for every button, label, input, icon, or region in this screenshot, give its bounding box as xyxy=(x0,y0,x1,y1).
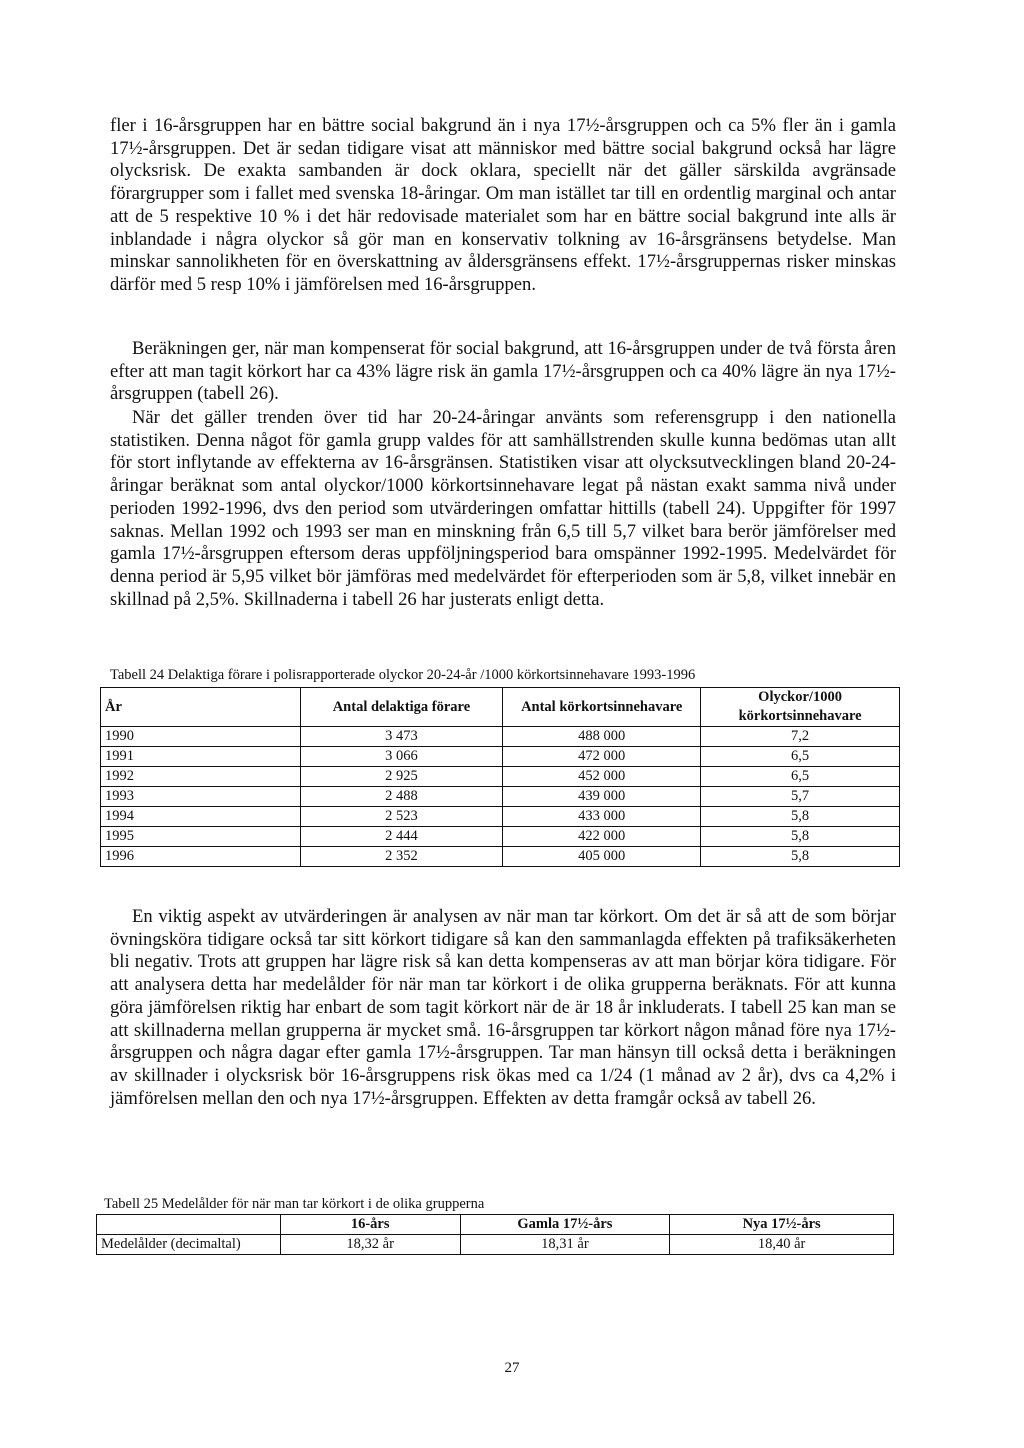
table25-cell-new-17-5: 18,40 år xyxy=(670,1235,894,1255)
table-row xyxy=(101,767,900,787)
table-row xyxy=(101,727,900,747)
table24-cell-holders: 422 000 xyxy=(503,827,701,847)
table24-cell-rate: 5,8 xyxy=(701,807,900,827)
table24-cell-drivers: 2 925 xyxy=(300,767,503,787)
table24-header-accidents-rate: Olyckor/1000 körkortsinnehavare xyxy=(701,688,900,727)
table24-cell-holders: 439 000 xyxy=(503,787,701,807)
table25-cell-old-17-5: 18,31 år xyxy=(460,1235,670,1255)
table24-cell-holders: 488 000 xyxy=(503,727,701,747)
table-row xyxy=(101,807,900,827)
table25-header-old-17-5: Gamla 17½-års xyxy=(460,1215,670,1235)
table25-header-row xyxy=(97,1215,894,1235)
table24-header-year: År xyxy=(101,688,301,727)
table24-cell-rate: 5,8 xyxy=(701,847,900,867)
table24-cell-rate: 5,7 xyxy=(701,787,900,807)
table24-cell-year: 1994 xyxy=(101,807,301,827)
page-number: 27 xyxy=(504,1360,520,1376)
table25-header-16: 16-års xyxy=(280,1215,460,1235)
table24-cell-holders: 452 000 xyxy=(503,767,701,787)
table-row xyxy=(101,827,900,847)
table24-cell-year: 1991 xyxy=(101,747,301,767)
table24-cell-rate: 6,5 xyxy=(701,747,900,767)
table24-cell-drivers: 2 444 xyxy=(300,827,503,847)
table25 xyxy=(96,1214,894,1255)
table-row xyxy=(101,787,900,807)
table24-cell-rate: 6,5 xyxy=(701,767,900,787)
table25-caption: Tabell 25 Medelålder för när man tar körkort i de olika grupperna xyxy=(104,1196,485,1212)
table24-cell-year: 1995 xyxy=(101,827,301,847)
table24-header-license-holders: Antal körkortsinnehavare xyxy=(503,688,701,727)
table24-cell-rate: 7,2 xyxy=(701,727,900,747)
table24-cell-drivers: 2 488 xyxy=(300,787,503,807)
table24-cell-year: 1992 xyxy=(101,767,301,787)
table-row xyxy=(97,1235,894,1255)
table24-cell-holders: 433 000 xyxy=(503,807,701,827)
table24-header-row xyxy=(101,688,900,727)
table24-cell-drivers: 3 066 xyxy=(300,747,503,767)
table-row xyxy=(101,747,900,767)
table24-caption: Tabell 24 Delaktiga förare i polisrapporterade olyckor 20-24-år /1000 körkortsinnehavare 1993-1996 xyxy=(110,667,696,683)
table24-cell-year: 1993 xyxy=(101,787,301,807)
table24-cell-holders: 405 000 xyxy=(503,847,701,867)
paragraph-social-background: fler i 16-årsgruppen har en bättre social bakgrund än i nya 17½-årsgruppen och ca 5% fler än i gamla 17½-årsgruppen. Det är sedan tidigare visat att människor med bättre social bakgrund också har lägre olycksrisk. De exakta sambanden är dock oklara, speciellt när det gäller särskilda avgränsade förargrupper som i fallet med svenska 18-åringar. Om man istället tar till en ordentlig marginal och antar att de 5 respektive 10 % i det här redovisade materialet som har en bättre social bakgrund inte alls är inblandade i några olyckor så gör man en konservativ tolkning av 16-årsgränsens betydelse. Man minskar sannolikheten för en överskattning av åldersgränsens effekt. 17½-årsgruppernas risker minskas därför med 5 resp 10% i jämförelsen med 16-årsgruppen. xyxy=(110,115,896,295)
table24-cell-year: 1990 xyxy=(101,727,301,747)
table25-header-new-17-5: Nya 17½-års xyxy=(670,1215,894,1235)
table25-header-empty xyxy=(97,1215,281,1235)
table24-cell-drivers: 3 473 xyxy=(300,727,503,747)
table25-row-label: Medelålder (decimaltal) xyxy=(97,1235,281,1255)
table24-header-drivers: Antal delaktiga förare xyxy=(300,688,503,727)
paragraph-calculation-result: Beräkningen ger, när man kompenserat för social bakgrund, att 16-årsgruppen under de två första åren efter att man tagit körkort har ca 43% lägre risk än gamla 17½-årsgruppen och ca 40% lägre än nya 17½-årsgruppen (tabell 26). xyxy=(110,338,896,405)
table24-cell-drivers: 2 523 xyxy=(300,807,503,827)
paragraph-license-age-analysis: En viktig aspekt av utvärderingen är analysen av när man tar körkort. Om det är så att de som börjar övningsköra tidigare också tar sitt körkort tidigare så kan den sammanlagda effekten på trafiksäkerheten bli negativ. Trots att gruppen har lägre risk så kan detta kompenseras av att man börjar köra tidigare. För att analysera detta har medelålder för när man tar körkort i de olika grupperna beräknats. För att kunna göra jämförelsen riktig har enbart de som tagit körkort när de är 18 år inkluderats. I tabell 25 kan man se att skillnaderna mellan grupperna är mycket små. 16-årsgruppen tar körkort någon månad före nya 17½-årsgruppen och några dagar efter gamla 17½-årsgruppen. Tar man hänsyn till också detta i beräkningen av skillnader i olycksrisk bör 16-årsgruppens risk ökas med ca 1/24 (1 månad av 2 år), dvs ca 4,2% i jämförelsen mellan den och nya 17½-årsgruppen. Effekten av detta framgår också av tabell 26. xyxy=(110,906,896,1109)
table-row xyxy=(101,847,900,867)
table24-cell-rate: 5,8 xyxy=(701,827,900,847)
table24 xyxy=(100,687,900,867)
table24-cell-drivers: 2 352 xyxy=(300,847,503,867)
table24-cell-holders: 472 000 xyxy=(503,747,701,767)
table24-cell-year: 1996 xyxy=(101,847,301,867)
table25-cell-16: 18,32 år xyxy=(280,1235,460,1255)
paragraph-trend-over-time: När det gäller trenden över tid har 20-24-åringar använts som referensgrupp i den nationella statistiken. Denna något för gamla grupp valdes för att samhällstrenden skulle kunna bedömas utan allt för stort inflytande av effekterna av 16-årsgränsen. Statistiken visar att olycksutvecklingen bland 20-24-åringar beräknat som antal olyckor/1000 körkortsinnehavare legat på nästan exakt samma nivå under perioden 1992-1996, dvs den period som utvärderingen omfattar hittills (tabell 24). Uppgifter för 1997 saknas. Mellan 1992 och 1993 ser man en minskning från 6,5 till 5,7 vilket bara berör jämförelser med gamla 17½-årsgruppen eftersom deras uppföljningsperiod bara omspänner 1992-1995. Medelvärdet för denna period är 5,95 vilket bör jämföras med medelvärdet för efterperioden som är 5,8, vilket innebär en skillnad på 2,5%. Skillnaderna i tabell 26 har justerats enligt detta. xyxy=(110,407,896,610)
